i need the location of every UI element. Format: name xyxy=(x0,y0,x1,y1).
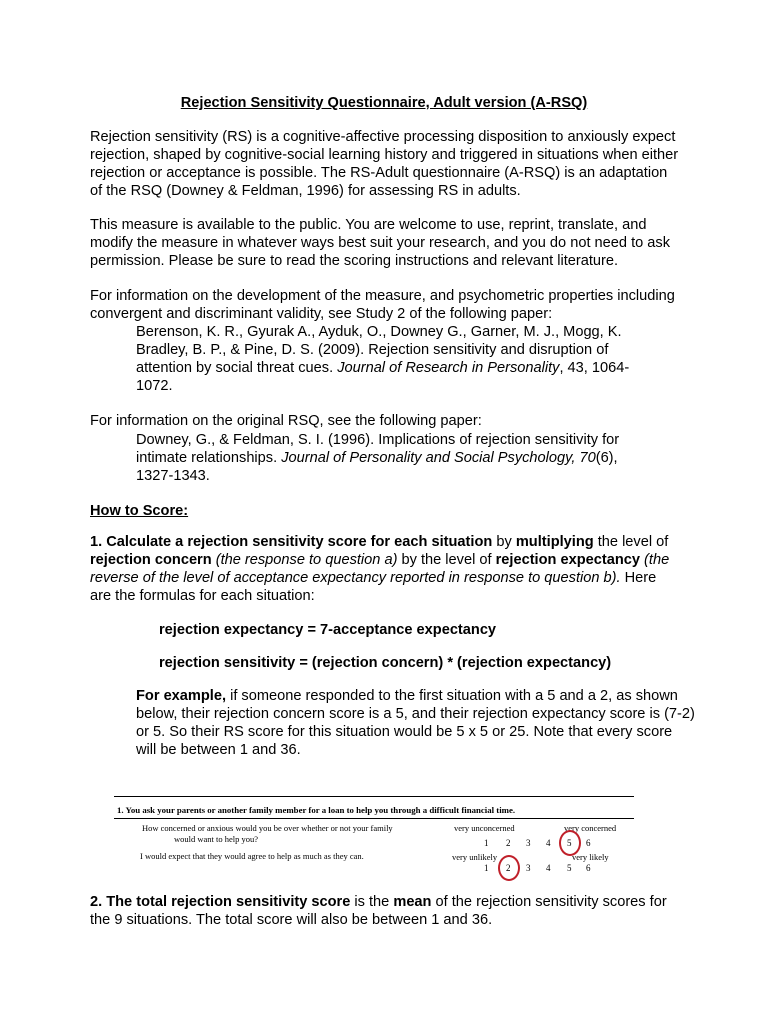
journal-name: Journal of Personality and Social Psychology, 70 xyxy=(281,450,596,466)
scoring-step-1 xyxy=(90,533,680,605)
question-b-text: I would expect that they would agree to help as much as they can. xyxy=(140,851,364,861)
scoring-example xyxy=(136,687,696,759)
question-a-selected-circle xyxy=(559,830,581,856)
formula-rejection-expectancy: rejection expectancy = 7-acceptance expectancy xyxy=(159,622,497,638)
example-lead: For example, xyxy=(136,688,227,704)
step-term: rejection concern xyxy=(90,552,212,568)
question-a-option-3: 3 xyxy=(526,838,531,848)
how-to-score-heading: How to Score: xyxy=(90,503,189,519)
step-term: multiplying xyxy=(515,534,594,550)
situation-text: 1. You ask your parents or another family member for a loan to help you through a difficult financial time. xyxy=(117,805,516,815)
question-b-low-anchor: very unlikely xyxy=(452,852,498,862)
situation-rule xyxy=(114,818,634,819)
question-a-low-anchor: very unconcerned xyxy=(454,823,515,833)
step-1-lead: 1. Calculate a rejection sensitivity score for each situation xyxy=(90,534,493,550)
step-text: is the xyxy=(350,894,394,910)
step-text: by xyxy=(492,534,516,550)
step-note: (the reverse of the level of acceptance expectancy reported in response to question b). xyxy=(90,552,670,586)
question-b-option-3: 3 xyxy=(526,863,531,873)
step-note: (the response to question a) xyxy=(211,552,398,568)
question-b-option-1: 1 xyxy=(484,863,489,873)
reference-berenson xyxy=(136,323,656,395)
question-b-selected-circle xyxy=(498,855,520,881)
intro-paragraph: Rejection sensitivity (RS) is a cognitive-affective processing disposition to anxiously expect rejection, shaped by cognitive-social learning history and triggered in situations when either rejection or acceptance is possible. The RS-Adult questionnaire (A-RSQ) is an adaptation of the RSQ (Downey & Feldman, 1996) for assessing RS in adults. xyxy=(90,129,679,199)
journal-name: Journal of Research in Personality xyxy=(337,360,560,376)
step-text: Here are the formulas for each situation: xyxy=(90,570,657,604)
question-b-high-anchor: very likely xyxy=(572,852,609,862)
reference-pages: (6), 1327-1343. xyxy=(136,450,618,484)
development-paragraph: For information on the development of the measure, and psychometric properties including convergent and discriminant validity, see Study 2 of the following paper: xyxy=(90,288,675,322)
question-a-text: How concerned or anxious would you be over whether or not your family xyxy=(142,823,393,833)
question-a-text-cont: would want to help you? xyxy=(174,834,259,844)
scoring-step-2 xyxy=(90,893,680,929)
step-text: the level of xyxy=(593,534,669,550)
document-title: Rejection Sensitivity Questionnaire, Adult version (A-RSQ) xyxy=(180,95,588,111)
public-use-paragraph: This measure is available to the public. You are welcome to use, reprint, translate, and modify the measure in whatever ways best suit your research, and you do not need to ask permission. Please be sure to read the scoring instructions and relevant literature. xyxy=(90,217,671,269)
example-text: if someone responded to the first situation with a 5 and a 2, as shown below, their rejection concern score is a 5, and their rejection expectancy score is (7-2) or 5. So their RS score for this situation would be 5 x 5 or 25. Note that every score will be between 1 and 36. xyxy=(136,688,695,758)
question-a-high-anchor: very concerned xyxy=(564,823,617,833)
top-rule xyxy=(114,796,634,797)
step-2-lead: 2. The total rejection sensitivity score xyxy=(90,894,351,910)
question-a-option-6: 6 xyxy=(586,838,591,848)
step-term: mean xyxy=(393,894,432,910)
question-b-option-5: 5 xyxy=(567,863,572,873)
question-b-option-6: 6 xyxy=(586,863,591,873)
question-a-option-2: 2 xyxy=(506,838,511,848)
original-rsq-paragraph: For information on the original RSQ, see the following paper: xyxy=(90,413,482,429)
step-text: of the rejection sensitivity scores for the 9 situations. The total score will also be between 1 and 36. xyxy=(90,894,667,928)
reference-downey xyxy=(136,431,656,485)
reference-text: Berenson, K. R., Gyurak A., Ayduk, O., Downey G., Garner, M. J., Mogg, K. Bradley, B. P., & Pine, D. S. (2009). Rejection sensitivity and disruption of attention by social threat cues. xyxy=(136,324,622,376)
question-a-option-4: 4 xyxy=(546,838,551,848)
question-b-option-4: 4 xyxy=(546,863,551,873)
question-a-option-5: 5 xyxy=(567,838,572,848)
formula-rejection-sensitivity: rejection sensitivity = (rejection concern) * (rejection expectancy) xyxy=(159,655,612,671)
step-text: by the level of xyxy=(397,552,496,568)
example-questionnaire-item xyxy=(114,796,634,876)
question-a-option-1: 1 xyxy=(484,838,489,848)
reference-pages: , 43, 1064-1072. xyxy=(136,360,630,394)
step-term: rejection expectancy xyxy=(495,552,640,568)
reference-text: Downey, G., & Feldman, S. I. (1996). Implications of rejection sensitivity for intimate relationships. xyxy=(136,432,620,466)
question-b-option-2: 2 xyxy=(506,863,511,873)
